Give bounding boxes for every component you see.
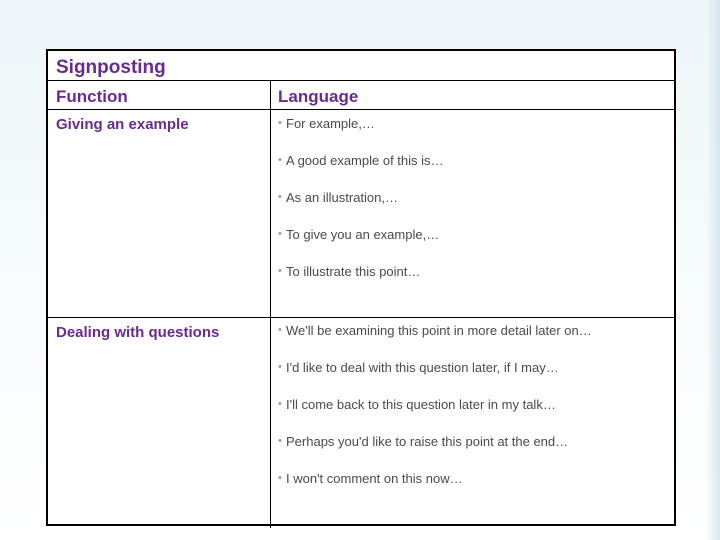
bullet-icon: • — [278, 265, 282, 277]
function-dealing-with-questions: Dealing with questions — [56, 324, 220, 341]
list-item-text: A good example of this is… — [286, 153, 444, 168]
bullet-icon: • — [278, 117, 282, 129]
table-divider — [48, 109, 674, 110]
table-divider — [48, 80, 674, 81]
function-giving-an-example: Giving an example — [56, 116, 189, 133]
bullet-icon: • — [278, 154, 282, 166]
list-item — [278, 264, 444, 301]
list-item-text: I'll come back to this question later in my talk… — [286, 397, 556, 412]
list-item-text: I won't comment on this now… — [286, 471, 463, 486]
bullet-icon: • — [278, 435, 282, 447]
list-item-text: As an illustration,… — [286, 190, 398, 205]
slide-edge-decoration — [706, 0, 720, 540]
list-item — [278, 227, 444, 264]
column-header-language: Language — [278, 87, 359, 106]
signposting-table — [46, 49, 676, 526]
bullet-icon: • — [278, 191, 282, 203]
column-divider — [270, 80, 271, 528]
list-item-text: For example,… — [286, 116, 375, 131]
column-header-function: Function — [56, 87, 128, 106]
bullet-icon: • — [278, 472, 282, 484]
table-title: Signposting — [56, 57, 166, 78]
list-item-text: We'll be examining this point in more detail later on… — [286, 323, 592, 338]
list-item — [278, 190, 444, 227]
list-item-text: To give you an example,… — [286, 227, 440, 242]
list-item — [278, 153, 444, 190]
table-divider — [48, 317, 674, 318]
bullet-icon: • — [278, 324, 282, 336]
language-list-giving-an-example — [278, 116, 444, 301]
list-item — [278, 323, 592, 360]
list-item-text: To illustrate this point… — [286, 264, 421, 279]
list-item-text: Perhaps you'd like to raise this point at the end… — [286, 434, 569, 449]
language-list-dealing-with-questions — [278, 323, 592, 508]
list-item — [278, 116, 444, 153]
bullet-icon: • — [278, 398, 282, 410]
list-item — [278, 360, 592, 397]
list-item — [278, 471, 592, 508]
list-item-text: I'd like to deal with this question later, if I may… — [286, 360, 559, 375]
bullet-icon: • — [278, 228, 282, 240]
list-item — [278, 434, 592, 471]
bullet-icon: • — [278, 361, 282, 373]
list-item — [278, 397, 592, 434]
